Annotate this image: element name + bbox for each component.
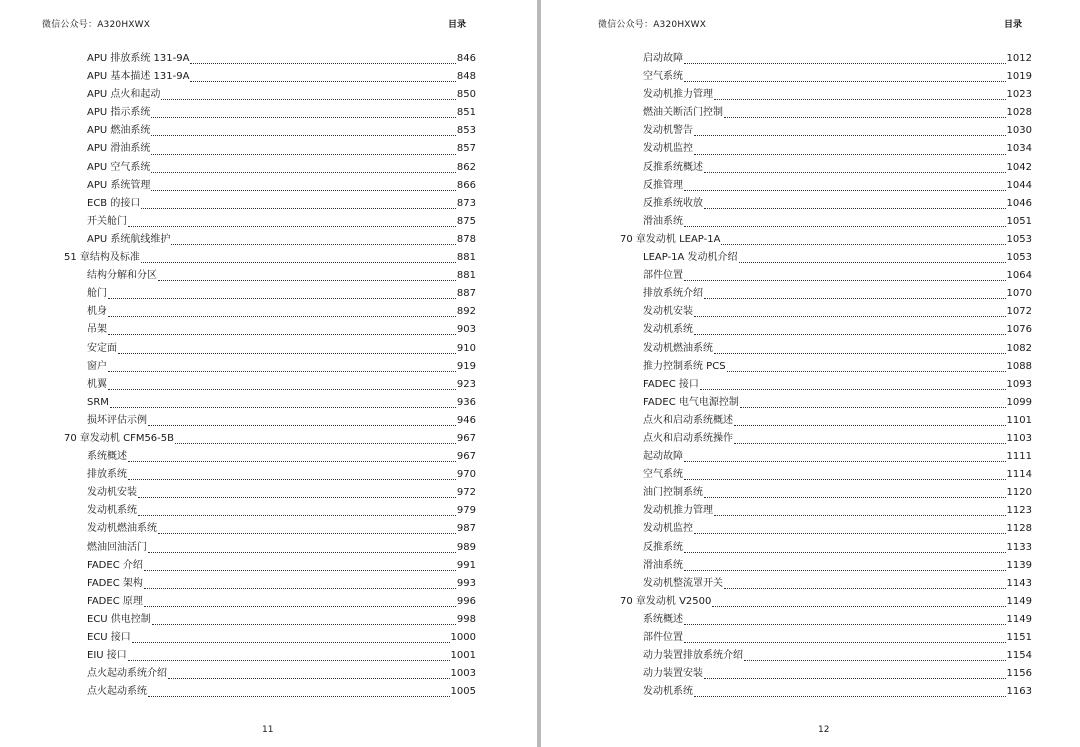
toc-entry-page: 1111 xyxy=(1006,451,1032,463)
toc-entry-title: 发动机安装 xyxy=(643,306,693,318)
dot-leader xyxy=(138,515,456,516)
toc-entry[interactable] xyxy=(64,303,476,321)
toc-entry[interactable] xyxy=(620,683,1032,701)
dot-leader xyxy=(684,461,1006,462)
header-account: 微信公众号：A320HXWX xyxy=(598,20,707,30)
toc-entry-page: 946 xyxy=(456,414,476,426)
toc-entry-page: 878 xyxy=(456,233,476,245)
dot-leader xyxy=(704,678,1006,679)
dot-leader xyxy=(727,371,1006,372)
toc-entry[interactable] xyxy=(64,122,476,140)
toc-entry[interactable] xyxy=(620,358,1032,376)
toc-entry[interactable] xyxy=(64,358,476,376)
toc-entry[interactable] xyxy=(620,665,1032,683)
dot-leader xyxy=(694,135,1006,136)
dot-leader xyxy=(694,154,1006,155)
dot-leader xyxy=(190,81,455,82)
dot-leader xyxy=(171,244,456,245)
toc-entry-page: 1163 xyxy=(1006,686,1032,698)
dot-leader xyxy=(684,552,1006,553)
toc-entry-title: 启动故障 xyxy=(643,53,683,64)
dot-leader xyxy=(684,63,1006,64)
dot-leader xyxy=(704,172,1006,173)
toc-entry-page: 991 xyxy=(456,559,476,571)
toc-entry-title: 排放系统介绍 xyxy=(643,288,703,300)
toc-entry[interactable] xyxy=(620,376,1032,394)
toc-entry-title: 机身 xyxy=(87,306,107,318)
toc-entry[interactable] xyxy=(620,430,1032,448)
toc-entry[interactable] xyxy=(620,484,1032,502)
toc-entry[interactable] xyxy=(620,140,1032,158)
toc-entry-title: 发动机燃油系统 xyxy=(87,523,157,535)
toc-entry-page: 850 xyxy=(456,89,476,101)
toc-entry-page: 1003 xyxy=(450,668,476,680)
toc-entry-title: 发动机监控 xyxy=(643,143,693,155)
toc-entry-title: 舱门 xyxy=(87,288,107,300)
dot-leader xyxy=(724,588,1006,589)
toc-entry-title: 70 章发动机 CFM56-5B xyxy=(64,432,174,444)
dot-leader xyxy=(712,606,1005,607)
toc-entry-page: 996 xyxy=(456,595,476,607)
toc-entry-title: 发动机安装 xyxy=(87,487,137,499)
toc-entry[interactable] xyxy=(64,520,476,538)
toc-entry[interactable] xyxy=(620,502,1032,520)
toc-entry-page: 1023 xyxy=(1006,89,1032,101)
toc-entry[interactable] xyxy=(64,321,476,339)
toc-entry-page: 1133 xyxy=(1006,541,1032,553)
toc-entry[interactable] xyxy=(620,539,1032,557)
dot-leader xyxy=(158,533,456,534)
toc-entry-page: 881 xyxy=(456,270,476,282)
toc-entry[interactable] xyxy=(620,448,1032,466)
toc-entry[interactable] xyxy=(64,647,476,665)
toc-entry-title: FADEC 电气电源控制 xyxy=(643,396,739,408)
toc-entry-page: 1114 xyxy=(1006,469,1032,481)
toc-entry-page: 979 xyxy=(456,505,476,517)
toc-entry-page: 967 xyxy=(456,451,476,463)
toc-entry-title: APU 空气系统 xyxy=(87,161,151,173)
toc-entry-page: 853 xyxy=(456,125,476,137)
dot-leader xyxy=(128,479,456,480)
dot-leader xyxy=(138,497,456,498)
toc-entry-title: 窗户 xyxy=(87,360,107,372)
dot-leader xyxy=(724,117,1006,118)
toc-entry[interactable] xyxy=(64,68,476,86)
toc-entry[interactable] xyxy=(64,629,476,647)
toc-entry-page: 1151 xyxy=(1006,632,1032,643)
dot-leader xyxy=(108,389,456,390)
toc-entry-title: FADEC 原理 xyxy=(87,595,143,607)
toc-entry[interactable] xyxy=(620,68,1032,86)
toc-chapter-entry[interactable] xyxy=(64,249,476,267)
dot-leader xyxy=(108,371,456,372)
dot-leader xyxy=(128,660,450,661)
toc-entry-title: 发动机推力管理 xyxy=(643,505,713,517)
dot-leader xyxy=(151,190,456,191)
toc-entry-title: 开关舱门 xyxy=(87,215,127,227)
toc-entry-page: 1088 xyxy=(1006,360,1032,372)
toc-entry-page: 967 xyxy=(456,432,476,444)
toc-entry-page: 1064 xyxy=(1006,270,1032,282)
toc-entry[interactable] xyxy=(620,466,1032,484)
toc-entry[interactable] xyxy=(64,376,476,394)
toc-entry-title: EIU 接口 xyxy=(87,650,127,662)
toc-entry[interactable] xyxy=(620,267,1032,285)
header-section-title: 目录 xyxy=(1004,20,1023,30)
toc-chapter-entry[interactable] xyxy=(620,593,1032,611)
dot-leader xyxy=(128,461,456,462)
dot-leader xyxy=(151,154,456,155)
dot-leader xyxy=(144,588,456,589)
toc-entry-title: FADEC 接口 xyxy=(643,378,699,390)
toc-entry-page: 881 xyxy=(456,252,476,264)
toc-entry-title: FADEC 架构 xyxy=(87,577,143,589)
toc-entry-title: 发动机燃油系统 xyxy=(643,342,713,354)
dot-leader xyxy=(684,624,1006,625)
dot-leader xyxy=(144,570,456,571)
toc-entry-page: 998 xyxy=(456,613,476,625)
toc-entry-page: 910 xyxy=(456,342,476,354)
toc-entry-page: 1120 xyxy=(1006,487,1032,499)
toc-list xyxy=(64,50,476,701)
toc-entry-page: 875 xyxy=(456,215,476,227)
dot-leader xyxy=(740,407,1006,408)
toc-entry-page: 1076 xyxy=(1006,324,1032,336)
toc-entry-title: APU 燃油系统 xyxy=(87,125,151,137)
toc-entry-title: APU 基本描述 131-9A xyxy=(87,71,190,83)
toc-entry-title: 发动机监控 xyxy=(643,523,693,535)
toc-entry[interactable] xyxy=(620,104,1032,122)
dot-leader xyxy=(132,642,450,643)
dot-leader xyxy=(684,570,1006,571)
dot-leader xyxy=(158,280,456,281)
toc-entry-page: 1012 xyxy=(1006,53,1032,64)
toc-entry-page: 1005 xyxy=(450,686,476,698)
toc-entry-page: 1128 xyxy=(1006,523,1032,535)
dot-leader xyxy=(704,298,1006,299)
toc-entry-title: 51 章结构及标准 xyxy=(64,252,140,264)
toc-entry[interactable] xyxy=(64,285,476,303)
toc-entry-page: 1156 xyxy=(1006,668,1032,680)
toc-entry-title: 排放系统 xyxy=(87,469,127,481)
toc-entry-page: 1030 xyxy=(1006,125,1032,137)
toc-entry-title: 系统概述 xyxy=(643,613,683,625)
dot-leader xyxy=(714,515,1006,516)
toc-entry-title: SRM xyxy=(87,396,109,408)
toc-entry-title: ECB 的接口 xyxy=(87,197,141,209)
dot-leader xyxy=(684,280,1006,281)
toc-entry-page: 1034 xyxy=(1006,143,1032,155)
toc-entry[interactable] xyxy=(64,593,476,611)
toc-entry-title: 损坏评估示例 xyxy=(87,414,147,426)
toc-entry[interactable] xyxy=(64,340,476,358)
toc-entry[interactable] xyxy=(64,539,476,557)
dot-leader xyxy=(734,443,1006,444)
toc-entry[interactable] xyxy=(64,213,476,231)
toc-entry[interactable] xyxy=(64,665,476,683)
toc-entry-page: 866 xyxy=(456,179,476,191)
dot-leader xyxy=(694,334,1006,335)
toc-entry-page: 1149 xyxy=(1006,595,1032,607)
toc-entry-page: 1051 xyxy=(1006,215,1032,227)
toc-entry-page: 903 xyxy=(456,324,476,336)
dot-leader xyxy=(141,208,456,209)
toc-entry-title: 滑油系统 xyxy=(643,215,683,227)
toc-entry[interactable] xyxy=(620,86,1032,104)
toc-entry-title: APU 排放系统 131-9A xyxy=(87,53,190,64)
dot-leader xyxy=(684,642,1006,643)
toc-entry-page: 848 xyxy=(456,71,476,83)
toc-page-left xyxy=(0,0,537,747)
toc-entry-page: 1046 xyxy=(1006,197,1032,209)
toc-entry[interactable] xyxy=(64,484,476,502)
toc-entry-title: 点火和启动系统概述 xyxy=(643,414,733,426)
dot-leader xyxy=(684,479,1006,480)
toc-entry[interactable] xyxy=(620,575,1032,593)
toc-entry-page: 1099 xyxy=(1006,396,1032,408)
toc-entry-title: 反推管理 xyxy=(643,179,683,191)
toc-entry-page: 1019 xyxy=(1006,71,1032,83)
toc-entry-page: 873 xyxy=(456,197,476,209)
toc-entry[interactable] xyxy=(620,412,1032,430)
toc-entry-title: 起动故障 xyxy=(643,451,683,463)
toc-entry-page: 993 xyxy=(456,577,476,589)
dot-leader xyxy=(704,208,1006,209)
dot-leader xyxy=(694,533,1006,534)
toc-entry[interactable] xyxy=(620,285,1032,303)
toc-entry[interactable] xyxy=(64,412,476,430)
toc-entry[interactable] xyxy=(64,267,476,285)
dot-leader xyxy=(739,262,1006,263)
dot-leader xyxy=(734,425,1006,426)
toc-entry[interactable] xyxy=(620,249,1032,267)
toc-entry-title: 发动机系统 xyxy=(643,686,693,698)
dot-leader xyxy=(108,334,456,335)
toc-entry[interactable] xyxy=(64,611,476,629)
toc-entry-title: APU 滑油系统 xyxy=(87,143,151,155)
toc-entry-title: 动力装置安装 xyxy=(643,668,703,680)
dot-leader xyxy=(744,660,1006,661)
toc-entry[interactable] xyxy=(620,303,1032,321)
dot-leader xyxy=(161,99,456,100)
toc-entry-title: 动力装置排放系统介绍 xyxy=(643,650,743,662)
toc-entry-title: APU 点火和起动 xyxy=(87,89,161,101)
toc-entry-page: 1082 xyxy=(1006,342,1032,354)
toc-entry-page: 1101 xyxy=(1006,414,1032,426)
dot-leader xyxy=(175,443,456,444)
dot-leader xyxy=(151,117,456,118)
toc-entry-page: 846 xyxy=(456,53,476,64)
toc-entry-page: 1123 xyxy=(1006,505,1032,517)
toc-entry-page: 1103 xyxy=(1006,432,1032,444)
toc-entry[interactable] xyxy=(620,177,1032,195)
toc-entry[interactable] xyxy=(64,448,476,466)
toc-entry-page: 919 xyxy=(456,360,476,372)
toc-entry[interactable] xyxy=(620,629,1032,647)
toc-entry-title: LEAP-1A 发动机介绍 xyxy=(643,252,738,264)
toc-entry-title: 空气系统 xyxy=(643,469,683,481)
dot-leader xyxy=(108,298,456,299)
toc-entry-title: ECU 接口 xyxy=(87,632,131,643)
toc-chapter-entry[interactable] xyxy=(64,430,476,448)
toc-entry[interactable] xyxy=(64,394,476,412)
toc-entry-page: 1001 xyxy=(450,650,476,662)
dot-leader xyxy=(148,425,456,426)
toc-entry-title: 部件位置 xyxy=(643,632,683,643)
toc-entry[interactable] xyxy=(64,177,476,195)
toc-entry-page: 857 xyxy=(456,143,476,155)
toc-entry[interactable] xyxy=(64,575,476,593)
toc-entry[interactable] xyxy=(620,321,1032,339)
toc-entry-page: 862 xyxy=(456,161,476,173)
dot-leader xyxy=(148,552,456,553)
toc-entry-page: 1149 xyxy=(1006,613,1032,625)
toc-entry-page: 1044 xyxy=(1006,179,1032,191)
toc-entry-page: 892 xyxy=(456,306,476,318)
dot-leader xyxy=(108,316,456,317)
toc-entry-title: 油门控制系统 xyxy=(643,487,703,499)
toc-entry-page: 970 xyxy=(456,469,476,481)
toc-entry-title: 点火起动系统介绍 xyxy=(87,668,167,680)
toc-entry-title: 发动机推力管理 xyxy=(643,89,713,101)
toc-entry-page: 1000 xyxy=(450,632,476,643)
toc-entry-page: 1139 xyxy=(1006,559,1032,571)
header-section-title: 目录 xyxy=(448,20,467,30)
toc-entry-title: 70 章发动机 LEAP-1A xyxy=(620,233,721,245)
toc-entry-title: ECU 供电控制 xyxy=(87,613,151,625)
toc-entry-title: 点火和启动系统操作 xyxy=(643,432,733,444)
toc-entry[interactable] xyxy=(620,520,1032,538)
toc-entry[interactable] xyxy=(620,213,1032,231)
dot-leader xyxy=(684,81,1006,82)
toc-entry-page: 972 xyxy=(456,487,476,499)
toc-entry-title: 系统概述 xyxy=(87,451,127,463)
dot-leader xyxy=(721,244,1005,245)
dot-leader xyxy=(168,678,450,679)
toc-entry[interactable] xyxy=(64,557,476,575)
toc-entry[interactable] xyxy=(620,394,1032,412)
dot-leader xyxy=(118,353,456,354)
toc-entry-title: 燃油回油活门 xyxy=(87,541,147,553)
dot-leader xyxy=(151,135,456,136)
toc-entry[interactable] xyxy=(620,647,1032,665)
page-number: 11 xyxy=(262,725,274,735)
toc-entry[interactable] xyxy=(64,86,476,104)
dot-leader xyxy=(714,353,1006,354)
toc-entry-title: 结构分解和分区 xyxy=(87,270,157,282)
dot-leader xyxy=(128,226,456,227)
toc-entry-title: 70 章发动机 V2500 xyxy=(620,595,712,607)
toc-entry-title: 吊架 xyxy=(87,324,107,336)
toc-entry-title: 空气系统 xyxy=(643,71,683,83)
toc-entry-title: 燃油关断活门控制 xyxy=(643,107,723,119)
toc-entry-title: 机翼 xyxy=(87,378,107,390)
toc-entry[interactable] xyxy=(64,466,476,484)
toc-entry-title: 部件位置 xyxy=(643,270,683,282)
toc-entry-title: 发动机系统 xyxy=(643,324,693,336)
dot-leader xyxy=(110,407,456,408)
toc-entry[interactable] xyxy=(64,50,476,68)
toc-entry[interactable] xyxy=(620,122,1032,140)
toc-entry-page: 989 xyxy=(456,541,476,553)
dot-leader xyxy=(151,172,456,173)
toc-entry[interactable] xyxy=(64,683,476,701)
toc-entry[interactable] xyxy=(620,340,1032,358)
toc-entry-title: APU 系统管理 xyxy=(87,179,151,191)
toc-chapter-entry[interactable] xyxy=(620,231,1032,249)
dot-leader xyxy=(148,696,450,697)
toc-entry-page: 936 xyxy=(456,396,476,408)
dot-leader xyxy=(694,316,1006,317)
toc-list xyxy=(620,50,1032,701)
toc-entry-title: 发动机警告 xyxy=(643,125,693,137)
dot-leader xyxy=(684,226,1006,227)
toc-entry-title: 发动机系统 xyxy=(87,505,137,517)
toc-entry-title: 推力控制系统 PCS xyxy=(643,360,726,372)
dot-leader xyxy=(694,696,1006,697)
toc-entry-page: 1053 xyxy=(1006,233,1032,245)
toc-entry-page: 1053 xyxy=(1006,252,1032,264)
toc-entry-page: 987 xyxy=(456,523,476,535)
toc-entry-title: 反推系统 xyxy=(643,541,683,553)
toc-entry[interactable] xyxy=(64,140,476,158)
toc-entry[interactable] xyxy=(64,159,476,177)
toc-entry[interactable] xyxy=(620,611,1032,629)
toc-entry-page: 1154 xyxy=(1006,650,1032,662)
toc-entry[interactable] xyxy=(620,50,1032,68)
toc-entry-page: 1028 xyxy=(1006,107,1032,119)
dot-leader xyxy=(684,190,1006,191)
toc-entry[interactable] xyxy=(64,195,476,213)
toc-entry-title: APU 指示系统 xyxy=(87,107,151,119)
dot-leader xyxy=(144,606,456,607)
toc-entry[interactable] xyxy=(620,557,1032,575)
dot-leader xyxy=(714,99,1006,100)
toc-entry[interactable] xyxy=(64,104,476,122)
dot-leader xyxy=(704,497,1006,498)
toc-entry[interactable] xyxy=(620,159,1032,177)
toc-entry-page: 851 xyxy=(456,107,476,119)
toc-page-right xyxy=(541,0,1080,747)
toc-entry-title: 点火起动系统 xyxy=(87,686,147,698)
toc-entry-page: 1072 xyxy=(1006,306,1032,318)
toc-entry-title: 安定面 xyxy=(87,342,117,354)
dot-leader xyxy=(190,63,455,64)
toc-entry-page: 923 xyxy=(456,378,476,390)
toc-entry-title: APU 系统航线维护 xyxy=(87,233,171,245)
toc-entry[interactable] xyxy=(64,502,476,520)
header-account: 微信公众号：A320HXWX xyxy=(42,20,151,30)
toc-entry-page: 1143 xyxy=(1006,577,1032,589)
dot-leader xyxy=(141,262,456,263)
toc-entry-page: 1042 xyxy=(1006,161,1032,173)
page-number: 12 xyxy=(818,725,830,735)
toc-entry-page: 1070 xyxy=(1006,288,1032,300)
toc-entry[interactable] xyxy=(64,231,476,249)
toc-entry-page: 887 xyxy=(456,288,476,300)
toc-entry-page: 1093 xyxy=(1006,378,1032,390)
dot-leader xyxy=(152,624,456,625)
toc-entry-title: 发动机整流罩开关 xyxy=(643,577,723,589)
toc-entry-title: 反推系统收放 xyxy=(643,197,703,209)
toc-entry-title: FADEC 介绍 xyxy=(87,559,143,571)
toc-entry[interactable] xyxy=(620,195,1032,213)
dot-leader xyxy=(700,389,1006,390)
toc-entry-title: 滑油系统 xyxy=(643,559,683,571)
toc-entry-title: 反推系统概述 xyxy=(643,161,703,173)
